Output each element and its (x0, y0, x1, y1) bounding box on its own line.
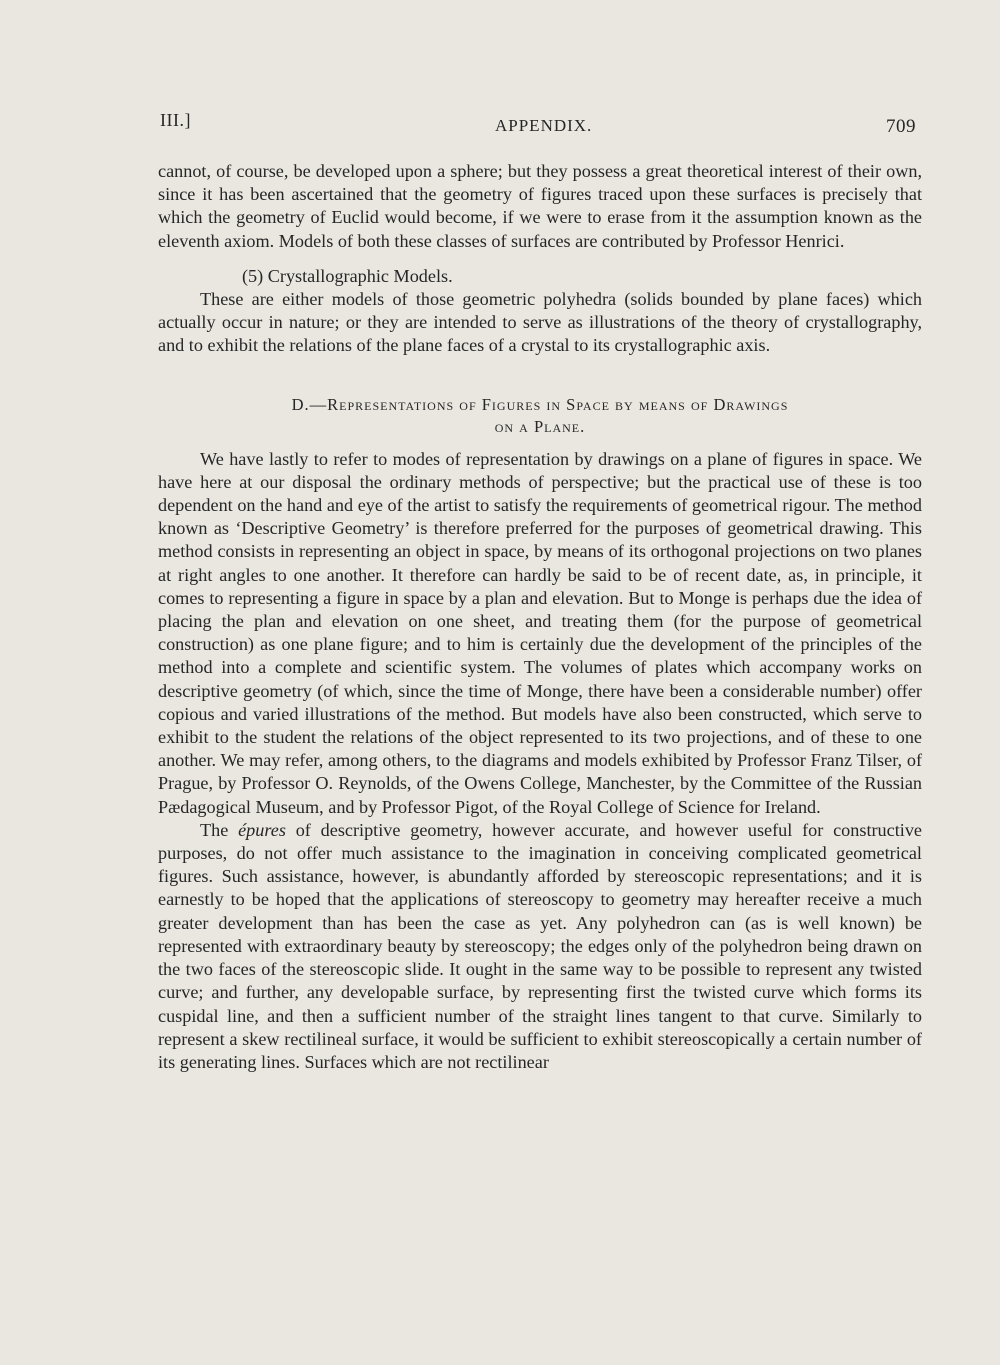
running-title: APPENDIX. (495, 116, 593, 135)
subheading-crystallographic-models: (5) Crystallographic Models. (242, 265, 453, 286)
section-heading-line-1: D.—Representations of Figures in Space by means of Drawings (291, 394, 789, 414)
paragraph-stereoscopy-lead: The (200, 819, 239, 840)
section-heading-line-2: on a Plane. (494, 416, 586, 436)
paragraph-crystallographic: These are either models of those geometric polyhedra (solids bounded by plane faces) which actually occur in nature; or they are intended to serve as illustrations of the theory of crystallography, and to exhibit the relations of the plane faces of a crystal to its crystallographic axis. (158, 289, 922, 356)
paragraph-stereoscopy-text: of descriptive geometry, however accurate, and however useful for constructive purposes, do not offer much assistance to the imagination in conceiving complicated geometrical figures. Such assistance, however, is abundantly afforded by stereoscopic representations; and it is earnestly to be hoped that the applications of stereoscopy to geometry may hereafter receive a much greater development than has been the case as yet. Any polyhedron can (as is well known) be represented with extraordinary beauty by stereoscopy; the edges only of the polyhedron being drawn on the two faces of the stereoscopic slide. It ought in the same way to be possible to represent any twisted curve; and further, any developable surface, by representing first the twisted curve which forms its cuspidal line, and then a sufficient number of the straight lines tangent to that curve. Similarly to represent a skew rectilineal surface, it would be sufficient to exhibit stereoscopically a certain number of its generating lines. Surfaces which are not rectilinear (158, 819, 922, 1072)
section-marker: III.] (160, 110, 191, 130)
paragraph-stereoscopy (158, 819, 922, 1074)
page-number: 709 (886, 116, 916, 137)
paragraph-continuation: cannot, of course, be developed upon a sphere; but they possess a great theoretical interest of their own, since it has been ascertained that the geometry of figures traced upon these surfaces is precisely that which the geometry of Euclid would become, if we were to erase from it the assumption known as the eleventh axiom. Models of both these classes of surfaces are contributed by Professor Henrici. (158, 161, 922, 251)
epures-term: épures (238, 819, 286, 840)
section-heading (158, 394, 922, 438)
body-text (158, 160, 922, 1074)
paragraph-descriptive-geometry: We have lastly to refer to modes of representation by drawings on a plane of figures in space. We have here at our disposal the ordinary methods of perspective; but the practical use of these is too dependent on the hand and eye of the artist to satisfy the requirements of geometrical rigour. The method known as ‘Descriptive Geometry’ is therefore preferred for the purposes of geometrical drawing. This method consists in representing an object in space, by means of its orthogonal projections on two planes at right angles to one another. It therefore can hardly be said to be of recent date, as, in principle, it comes to representing a figure in space by a plan and elevation. But to Monge is perhaps due the idea of placing the plan and elevation on one sheet, and treating them (for the purpose of geometrical construction) as one plane figure; and to him is certainly due the development of the principles of the method into a complete and scientific system. The volumes of plates which accompany works on descriptive geometry (of which, since the time of Monge, there have been a considerable number) offer copious and varied illustrations of the method. But models have also been constructed, which serve to exhibit to the student the relations of the object represented to its two projections, and of these to one another. We may refer, among others, to the diagrams and models exhibited by Professor Franz Tilser, of Prague, by Professor O. Reynolds, of the Owens College, Manchester, by the Committee of the Russian Pædagogical Museum, and by Professor Pigot, of the Royal College of Science for Ireland. (158, 448, 922, 817)
page-header (160, 108, 920, 138)
